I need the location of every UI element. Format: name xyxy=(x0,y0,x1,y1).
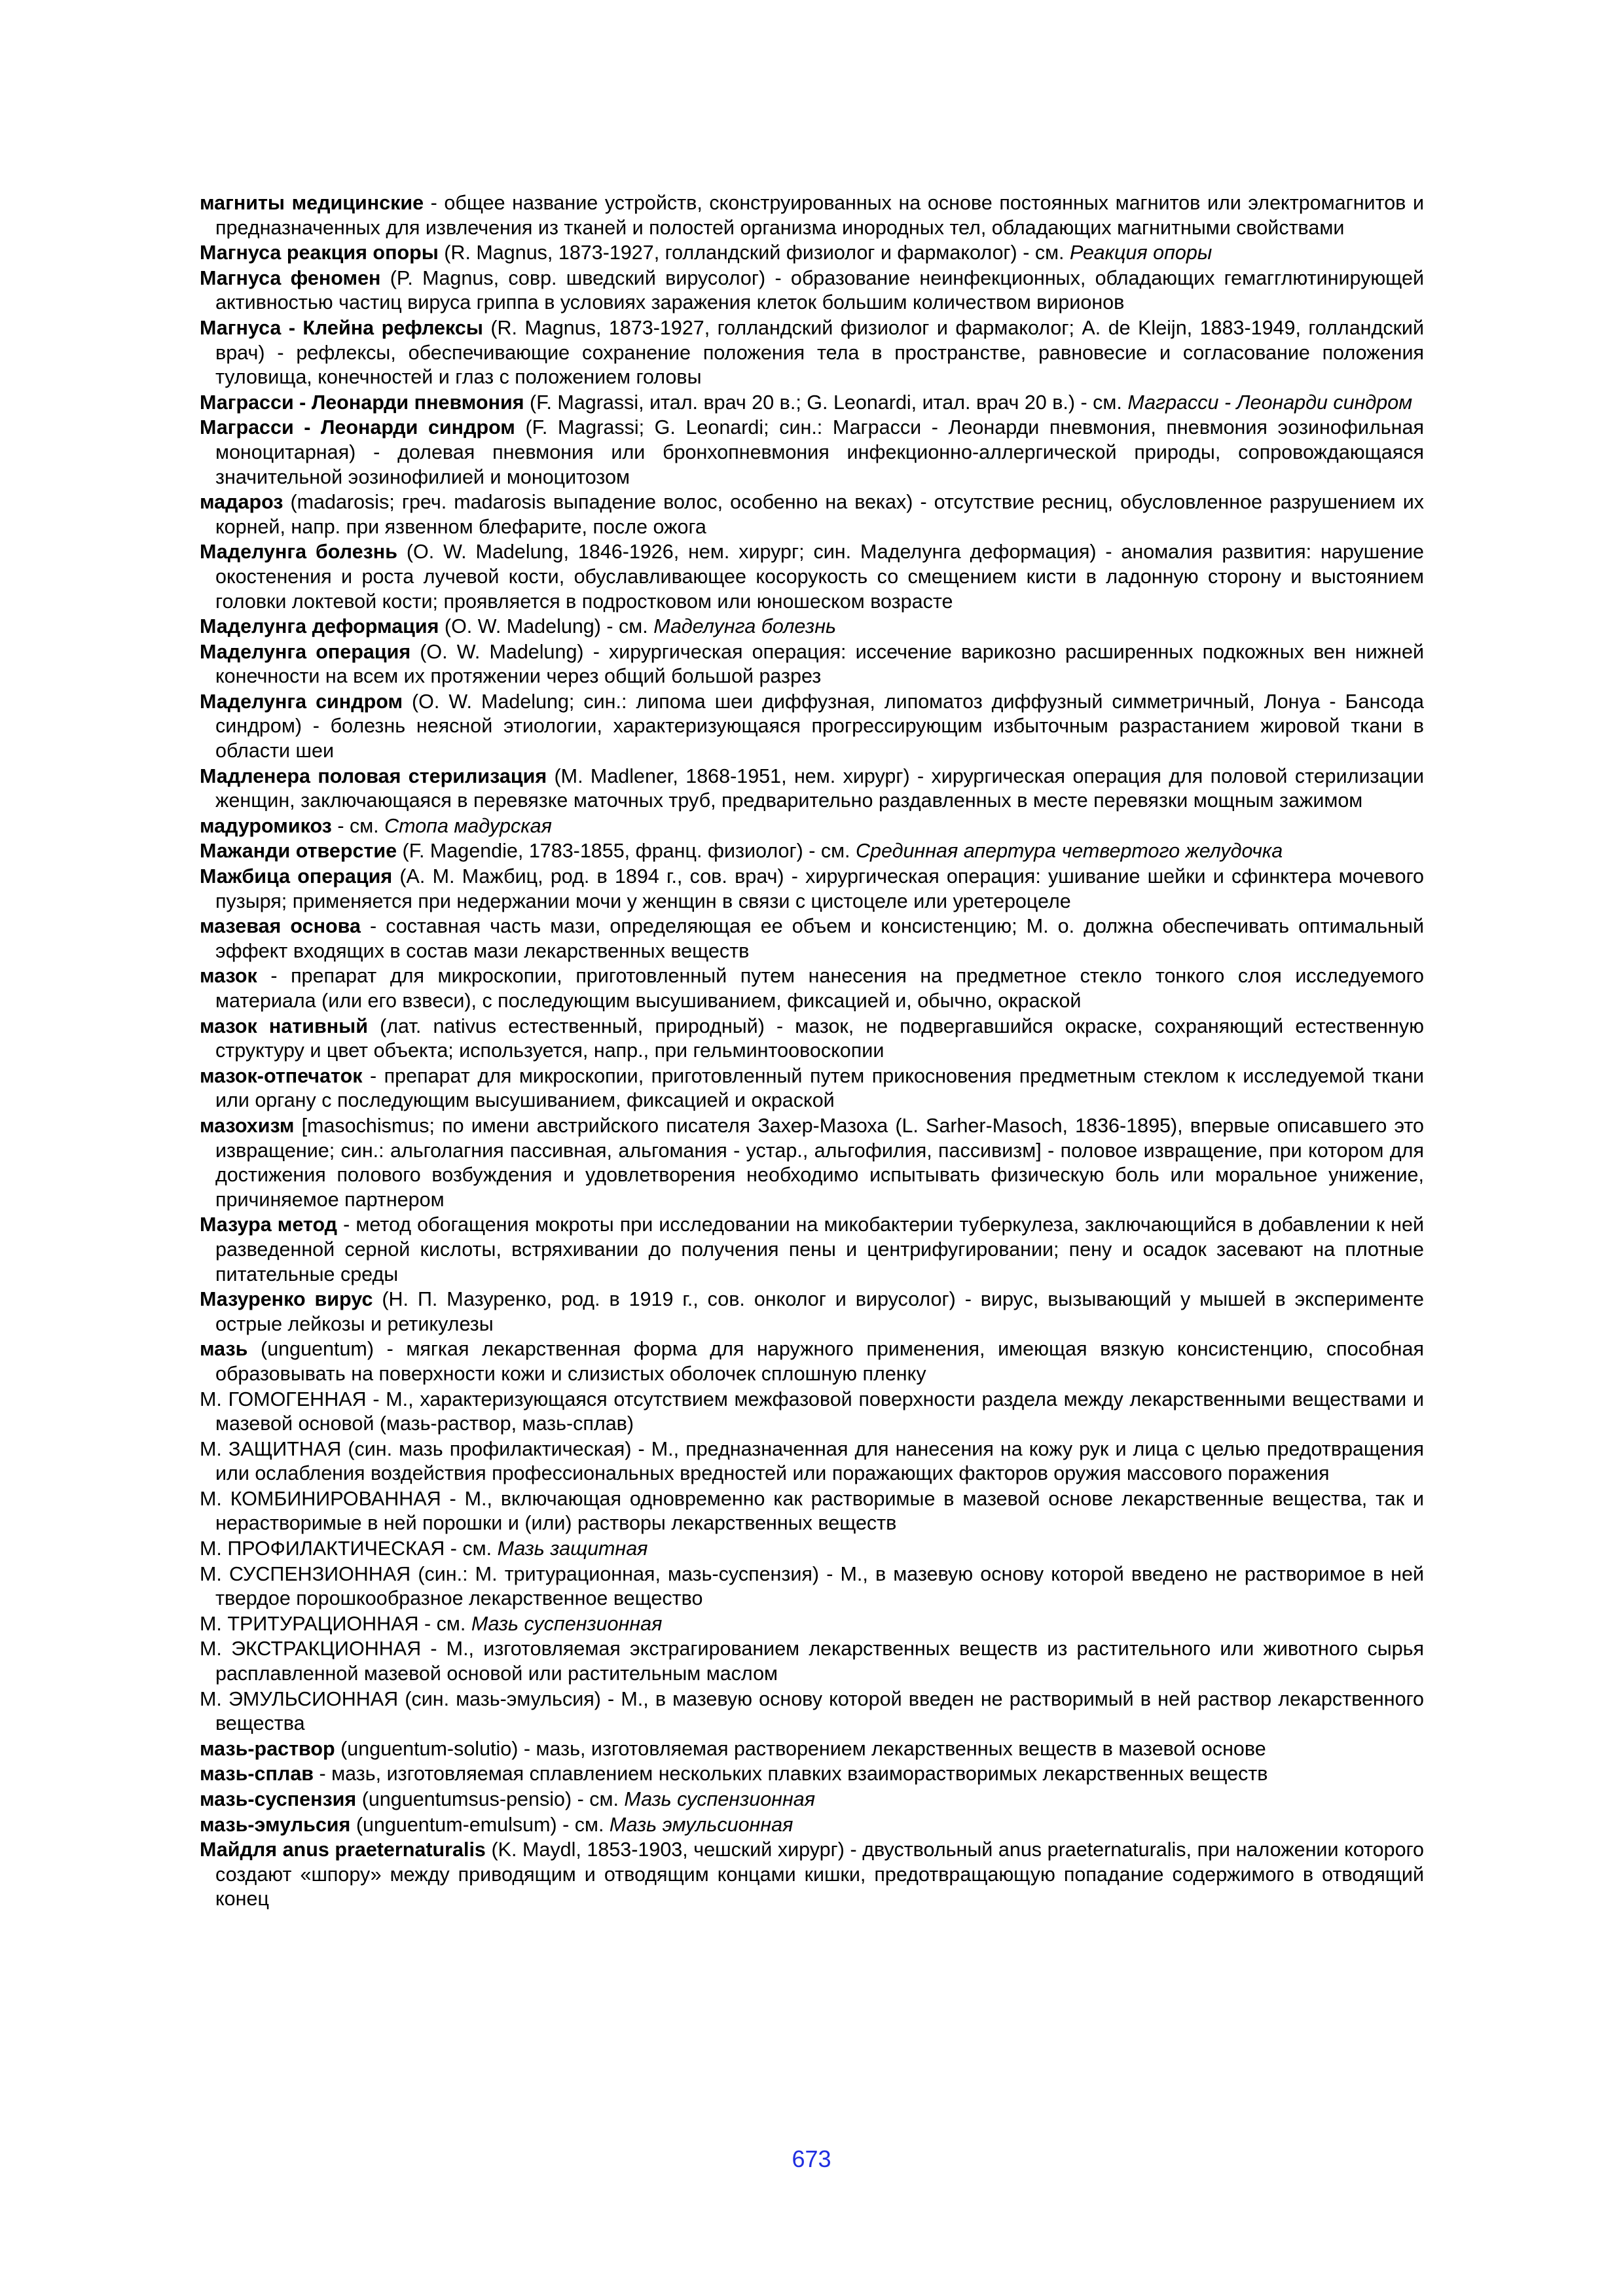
entry-definition: (Н. П. Мазуренко, род. в 1919 г., сов. онколог и вирусолог) - вирус, вызывающий у мышей в эксперименте острые лейкозы и ретикулезы xyxy=(215,1288,1425,1335)
entry-definition: (F. Magendie, 1783-1855, франц. физиолог) - см. xyxy=(397,840,856,863)
entry-cross-reference: Маграсси - Леонарди синдром xyxy=(1127,391,1413,414)
entry-cross-reference: Срединная апертура четвертого желудочка xyxy=(856,840,1283,863)
entry-term: Мазура метод xyxy=(200,1213,338,1236)
dictionary-entry xyxy=(200,391,1424,416)
entry-term: Маделунга синдром xyxy=(200,690,403,713)
entry-term: Магнуса - Клейна рефлексы xyxy=(200,316,483,339)
entry-definition: (madarosis; греч. madarosis выпадение волос, особенно на веках) - отсутствие ресниц, обусловленное разрушением их корней, напр. при язвенном блефарите, после ожога xyxy=(215,491,1424,538)
entry-definition: - препарат для микроскопии, приготовленный путем нанесения на предметное стекло тонкого слоя исследуемого материала (или его взвеси), с последующим высушиванием, фиксацией и, обычно, окраской xyxy=(215,965,1424,1012)
entry-definition: М. ТРИТУРАЦИОННАЯ - см. xyxy=(200,1612,471,1635)
dictionary-entry xyxy=(200,1787,1424,1812)
dictionary-entry xyxy=(200,1114,1424,1212)
entry-definition: (O. W. Madelung; син.: липома шеи диффузная, липоматоз диффузный симметричный, Лонуа - Бансода синдром) - болезнь неясной этиологии, характеризующаяся прогрессирующим избыточным разрастанием жировой ткани в области шеи xyxy=(215,690,1425,762)
entry-cross-reference: Стопа мадурская xyxy=(384,814,552,837)
entry-cross-reference: Мазь защитная xyxy=(497,1537,648,1560)
entry-term: мадуромикоз xyxy=(200,814,332,837)
entry-definition: М. ГОМОГЕННАЯ - М., характеризующаяся отсутствием межфазовой поверхности раздела между лекарственными веществами и мазевой основой (мазь-раствор, мазь-сплав) xyxy=(200,1388,1424,1435)
entry-definition: (unguentumsus-pensio) - см. xyxy=(356,1788,625,1810)
dictionary-entry xyxy=(200,1838,1424,1912)
entry-definition: (O. W. Madelung, 1846-1926, нем. хирург; син. Маделунга деформация) - аномалия развития: нарушение окостенения и роста лучевой кости, обуславливающее косорукость со смещением кисти в ладонную сторону и выстоянием головки локтевой кости; проявляется в подростковом или юношеском возрасте xyxy=(215,541,1424,613)
dictionary-entry xyxy=(200,1287,1424,1336)
entry-definition: - мазь, изготовляемая сплавлением нескольких плавких взаиморастворимых лекарственных веществ xyxy=(314,1763,1268,1785)
dictionary-entry xyxy=(200,1762,1424,1787)
entry-term: Маделунга деформация xyxy=(200,615,439,638)
entry-term: мазохизм xyxy=(200,1114,295,1137)
entry-term: Магнуса реакция опоры xyxy=(200,242,439,264)
dictionary-entry xyxy=(200,241,1424,266)
dictionary-entry xyxy=(200,615,1424,639)
entry-term: Маграсси - Леонарди пневмония xyxy=(200,391,524,414)
entry-cross-reference: Мазь суспензионная xyxy=(624,1788,816,1810)
entry-term: мазок нативный xyxy=(200,1014,368,1037)
entry-cross-reference: Мазь суспензионная xyxy=(471,1612,663,1635)
entry-term: Мазуренко вирус xyxy=(200,1288,373,1311)
dictionary-entry xyxy=(200,814,1424,839)
entry-definition: М. ПРОФИЛАКТИЧЕСКАЯ - см. xyxy=(200,1537,498,1560)
dictionary-entry xyxy=(200,1737,1424,1762)
entry-cross-reference: Реакция опоры xyxy=(1070,242,1213,264)
entry-definition: М. КОМБИНИРОВАННАЯ - М., включающая одновременно как растворимые в мазевой основе лекарственные вещества, так и нерастворимые в ней порошки и (или) растворы лекарственных веществ xyxy=(200,1487,1424,1535)
dictionary-entry xyxy=(200,1813,1424,1838)
entry-definition: М. ЭКСТРАКЦИОННАЯ - М., изготовляемая экстрагированием лекарственных веществ из растительного или животного сырья расплавленной мазевой основой или растительным маслом xyxy=(200,1638,1424,1685)
dictionary-entry xyxy=(200,490,1424,539)
dictionary-entry xyxy=(200,1437,1424,1486)
entry-term: Маделунга операция xyxy=(200,640,411,663)
entry-definition: (unguentum-solutio) - мазь, изготовляемая растворением лекарственных веществ в мазевой основе xyxy=(335,1737,1266,1760)
entry-definition: - см. xyxy=(331,814,385,837)
entry-term: Маграсси - Леонарди синдром xyxy=(200,416,515,439)
entry-cross-reference: Мазь эмульсионная xyxy=(609,1813,793,1836)
dictionary-entry xyxy=(200,839,1424,864)
dictionary-entry xyxy=(200,640,1424,689)
dictionary-entry xyxy=(200,416,1424,490)
entry-term: магниты медицинские xyxy=(200,192,424,214)
dictionary-entry xyxy=(200,1064,1424,1113)
dictionary-entry xyxy=(200,964,1424,1013)
entry-definition: (O. W. Madelung) - хирургическая операция: иссечение варикозно расширенных подкожных вен нижней конечности на всем их протяжении через общий большой разрез xyxy=(215,640,1424,688)
dictionary-entry xyxy=(200,1687,1424,1736)
entry-term: Магнуса феномен xyxy=(200,266,381,289)
dictionary-entry xyxy=(200,1388,1424,1437)
entry-term: Маделунга болезнь xyxy=(200,541,397,564)
entry-definition: (O. W. Madelung) - см. xyxy=(439,615,654,638)
entry-definition: М. СУСПЕНЗИОННАЯ (син.: М. тритурационная, мазь-суспензия) - М., в мазевую основу которой введено не растворимое в ней твердое порошкообразное лекарственное вещество xyxy=(200,1562,1424,1610)
entry-definition: М. ЗАЩИТНАЯ (син. мазь профилактическая) - М., предназначенная для нанесения на кожу рук и лица с целью предотвращения или ослабления воздействия профессиональных вредностей или поражающих факторов оружия массового поражения xyxy=(200,1437,1424,1485)
dictionary-entry xyxy=(200,316,1424,390)
entry-definition: - метод обогащения мокроты при исследовании на микобактерии туберкулеза, заключающийся в добавлении к ней разведенной серной кислоты, встряхивании до получения пены и центрифугировании; пену и осадок засевают на плотные питательные среды xyxy=(215,1213,1424,1285)
dictionary-entry xyxy=(200,1014,1424,1064)
dictionary-entry xyxy=(200,266,1424,315)
dictionary-entry xyxy=(200,1487,1424,1536)
entry-definition: (unguentum-emulsum) - см. xyxy=(350,1813,610,1836)
dictionary-entry xyxy=(200,1213,1424,1287)
dictionary-entry xyxy=(200,1562,1424,1611)
entry-term: Мадленера половая стерилизация xyxy=(200,764,547,787)
entry-definition: (P. Magnus, совр. шведский вирусолог) - образование неинфекционных, обладающих гемагглютинирующей активностью частиц вируса гриппа в условиях заражения клеток большим количеством вирионов xyxy=(215,266,1424,314)
dictionary-entry xyxy=(200,1337,1424,1386)
dictionary-entry xyxy=(200,191,1424,240)
dictionary-entry xyxy=(200,865,1424,914)
entry-definition: М. ЭМУЛЬСИОННАЯ (син. мазь-эмульсия) - М., в мазевую основу которой введен не растворимый в ней раствор лекарственного вещества xyxy=(200,1687,1424,1735)
dictionary-entry xyxy=(200,690,1424,764)
entry-term: мазь-эмульсия xyxy=(200,1813,351,1836)
entry-definition: (K. Maydl, 1853-1903, чешский хирург) - двуствольный anus praeternaturalis, при наложении которого создают «шпору» между приводящим и отводящим концами кишки, предотвращающую попадание содержимого в отводящий конец xyxy=(215,1839,1424,1910)
entry-term: мазевая основа xyxy=(200,915,361,938)
entry-definition: (F. Magrassi, итал. врач 20 в.; G. Leonardi, итал. врач 20 в.) - см. xyxy=(524,391,1128,414)
dictionary-entry xyxy=(200,1637,1424,1686)
entry-definition: (R. Magnus, 1873-1927, голландский физиолог и фармаколог; A. de Kleijn, 1883-1949, голландский врач) - рефлексы, обеспечивающие сохранение положения тела в пространстве, равновесие и согласование положения туловища, конечностей и глаз с положением головы xyxy=(215,316,1424,389)
entry-term: мазок xyxy=(200,965,257,988)
entry-term: мазь-раствор xyxy=(200,1737,335,1760)
dictionary-entry xyxy=(200,1537,1424,1562)
entry-term: Майдля anus praeternaturalis xyxy=(200,1839,486,1861)
entry-term: мазь-сплав xyxy=(200,1763,314,1785)
entry-term: мазок-отпечаток xyxy=(200,1064,363,1087)
entry-term: мадароз xyxy=(200,491,283,514)
dictionary-entry xyxy=(200,914,1424,963)
entry-definition: - общее название устройств, сконструированных на основе постоянных магнитов или электромагнитов и предназначенных для извлечения из тканей и полостей организма инородных тел, обладающих магнитными свойствами xyxy=(215,192,1425,239)
entry-cross-reference: Маделунга болезнь xyxy=(653,615,837,638)
entry-term: мазь xyxy=(200,1338,248,1361)
entry-definition: (А. М. Мажбиц, род. в 1894 г., сов. врач) - хирургическая операция: ушивание шейки и сфинктера мочевого пузыря; применяется при недержании мочи у женщин в связи с цистоцеле или уретероцеле xyxy=(215,865,1424,912)
entry-definition: (F. Magrassi; G. Leonardi; син.: Маграсси - Леонарди пневмония, пневмония эозинофильная моноцитарная) - долевая пневмония или бронхопневмония инфекционно-аллергической природы, сопровождающаяся значительной эозинофилией и моноцитозом xyxy=(215,416,1424,488)
entry-definition: (R. Magnus, 1873-1927, голландский физиолог и фармаколог) - см. xyxy=(438,242,1070,264)
entry-term: мазь-суспензия xyxy=(200,1788,357,1810)
dictionary-entries xyxy=(200,191,1424,1912)
entry-term: Мажанди отверстие xyxy=(200,840,397,863)
entry-definition: - составная часть мази, определяющая ее объем и консистенцию; М. о. должна обеспечивать оптимальный эффект входящих в состав мази лекарственных веществ xyxy=(215,915,1424,962)
entry-definition: (лат. nativus естественный, природный) - мазок, не подвергавшийся окраске, сохраняющий естественную структуру и цвет объекта; используется, напр., при гельминтоовоскопии xyxy=(215,1014,1424,1062)
dictionary-entry xyxy=(200,1612,1424,1637)
entry-definition: (M. Madlener, 1868-1951, нем. хирург) - хирургическая операция для половой стерилизации женщин, заключающаяся в перевязке маточных труб, предварительно раздавленных в месте перевязки мощным зажимом xyxy=(215,764,1424,812)
entry-definition: - препарат для микроскопии, приготовленный путем прикосновения предметным стеклом к исследуемой ткани или органу с последующим высушиванием, фиксацией и окраской xyxy=(215,1064,1424,1112)
entry-term: Мажбица операция xyxy=(200,865,393,888)
entry-definition: (unguentum) - мягкая лекарственная форма для наружного применения, имеющая вязкую консистенцию, способная образовывать на поверхности кожи и слизистых оболочек сплошную пленку xyxy=(215,1338,1424,1385)
entry-definition: [masochismus; по имени австрийского писателя Захер-Мазоха (L. Sarher-Masoch, 1836-1895), впервые описавшего это извращение; син.: альголагния пассивная, альгомания - устар., альгофилия, пассивизм] - половое извращение, при котором для достижения полового возбуждения и удовлетворения необходимо испытывать физическую боль или моральное унижение, причиняемое партнером xyxy=(215,1114,1424,1211)
dictionary-entry xyxy=(200,764,1424,814)
page-number: 673 xyxy=(792,2145,831,2172)
dictionary-entry xyxy=(200,540,1424,614)
